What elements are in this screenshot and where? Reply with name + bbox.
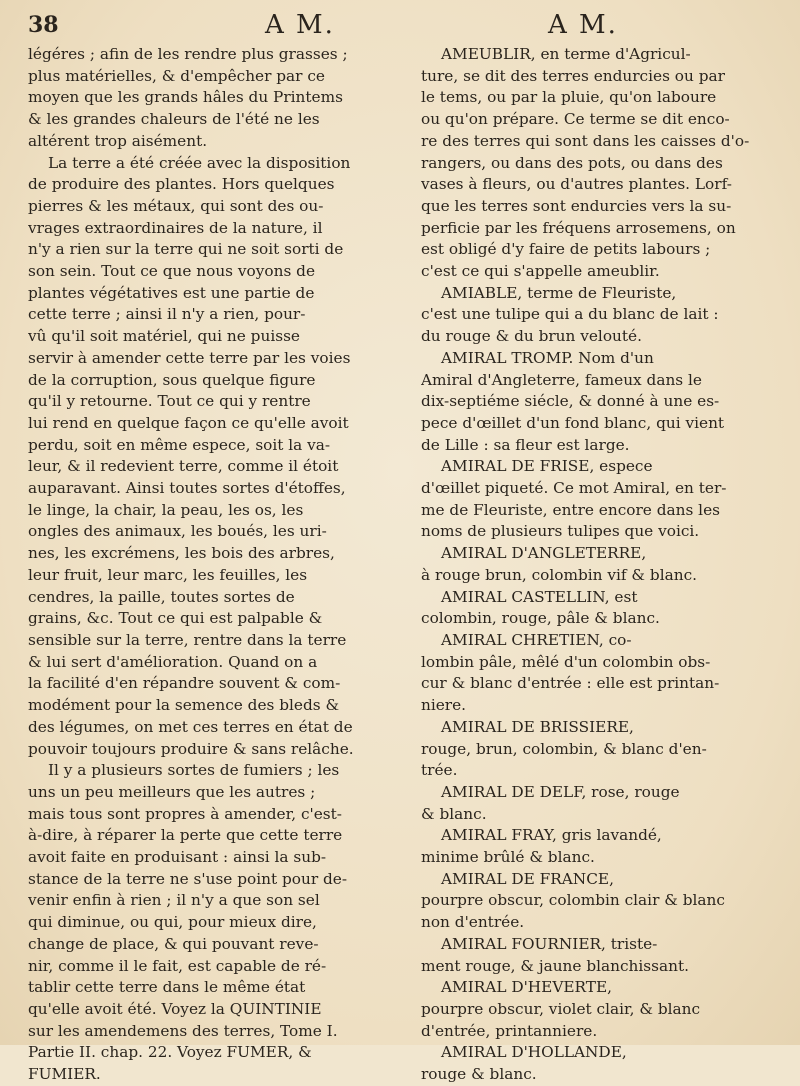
text-line: ment rouge, & jaune blanchissant. bbox=[421, 956, 689, 975]
text-line: AMIRAL FOURNIER, triste- bbox=[441, 934, 658, 953]
page-number: 38 bbox=[28, 12, 59, 38]
text-line: rangers, ou dans des pots, ou dans des bbox=[421, 153, 723, 172]
text-line: modément pour la semence des bleds & bbox=[28, 696, 340, 715]
text-line: AMIRAL D'ANGLETERRE, bbox=[441, 544, 647, 563]
text-line: à-dire, à réparer la perte que cette terre bbox=[28, 826, 343, 845]
text-line: Partie II. chap. 22. Voyez FUMER, & bbox=[28, 1043, 312, 1062]
text-line: moyen que les grands hâles du Printems bbox=[28, 88, 343, 107]
text-line: uns un peu meilleurs que les autres ; bbox=[28, 782, 316, 801]
right-column bbox=[421, 44, 776, 1086]
text-line: vrages extraordinaires de la nature, il bbox=[28, 218, 323, 237]
text-line: minime brûlé & blanc. bbox=[421, 848, 595, 867]
running-head-left: A M. bbox=[265, 10, 335, 40]
text-line: & les grandes chaleurs de l'été ne les bbox=[28, 110, 320, 129]
text-line: AMIABLE, terme de Fleuriste, bbox=[441, 283, 677, 302]
text-line: AMIRAL DE BRISSIERE, bbox=[441, 717, 634, 736]
text-line: vû qu'il soit matériel, qui ne puisse bbox=[28, 327, 300, 346]
text-line: AMIRAL DE FRANCE, bbox=[441, 869, 614, 888]
text-line: grains, &c. Tout ce qui est palpable & bbox=[28, 609, 323, 628]
text-line: qui diminue, ou qui, pour mieux dire, bbox=[28, 913, 317, 932]
running-head-right: A M. bbox=[548, 10, 618, 40]
text-line: cette terre ; ainsi il n'y a rien, pour- bbox=[28, 305, 306, 324]
text-line: AMIRAL DE DELF, rose, rouge bbox=[441, 782, 680, 801]
text-line: des légumes, on met ces terres en état de bbox=[28, 717, 353, 736]
text-line: AMIRAL FRAY, gris lavandé, bbox=[441, 826, 662, 845]
text-line: du rouge & du brun velouté. bbox=[421, 327, 642, 346]
text-line: nes, les excrémens, les bois des arbres, bbox=[28, 544, 335, 563]
text-line: plus matérielles, & d'empêcher par ce bbox=[28, 66, 325, 85]
text-line: pouvoir toujours produire & sans relâche. bbox=[28, 739, 354, 758]
text-line: la facilité d'en répandre souvent & com- bbox=[28, 674, 341, 693]
text-line: que les terres sont endurcies vers la su- bbox=[421, 196, 732, 215]
text-line: auparavant. Ainsi toutes sortes d'étoffes, bbox=[28, 479, 346, 498]
text-line: de la corruption, sous quelque figure bbox=[28, 370, 316, 389]
text-line: venir enfin à rien ; il n'y a que son sel bbox=[28, 891, 320, 910]
text-line: c'est ce qui s'appelle ameublir. bbox=[421, 262, 660, 281]
text-line: AMIRAL TROMP. Nom d'un bbox=[441, 348, 654, 367]
text-line: FUMIER. bbox=[28, 1065, 101, 1084]
text-line: pourpre obscur, colombin clair & blanc bbox=[421, 891, 725, 910]
text-line: leur, & il redevient terre, comme il étoit bbox=[28, 457, 339, 476]
text-line: le linge, la chair, la peau, les os, les bbox=[28, 500, 304, 519]
text-line: stance de la terre ne s'use point pour de- bbox=[28, 869, 348, 888]
text-line: AMIRAL D'HOLLANDE, bbox=[441, 1043, 627, 1062]
text-line: le tems, ou par la pluie, qu'on laboure bbox=[421, 88, 717, 107]
text-line: servir à amender cette terre par les voies bbox=[28, 348, 351, 367]
text-line: de Lille : sa fleur est large. bbox=[421, 435, 630, 454]
text-line: perdu, soit en même espece, soit la va- bbox=[28, 435, 331, 454]
text-line: La terre a été créée avec la disposition bbox=[48, 153, 351, 172]
text-line: son sein. Tout ce que nous voyons de bbox=[28, 262, 316, 281]
text-line: non d'entrée. bbox=[421, 913, 525, 932]
text-line: leur fruit, leur marc, les feuilles, les bbox=[28, 565, 308, 584]
text-line: de produire des plantes. Hors quelques bbox=[28, 175, 335, 194]
text-line: ture, se dit des terres endurcies ou par bbox=[421, 66, 725, 85]
left-column bbox=[28, 44, 383, 1086]
text-line: vases à fleurs, ou d'autres plantes. Lorf- bbox=[421, 175, 732, 194]
text-line: pierres & les métaux, qui sont des ou- bbox=[28, 196, 324, 215]
text-line: sensible sur la terre, rentre dans la terre bbox=[28, 630, 347, 649]
text-line: d'œillet piqueté. Ce mot Amiral, en ter- bbox=[421, 479, 727, 498]
text-line: lombin pâle, mêlé d'un colombin obs- bbox=[421, 652, 711, 671]
text-line: me de Fleuriste, entre encore dans les bbox=[421, 500, 720, 519]
text-line: noms de plusieurs tulipes que voici. bbox=[421, 522, 700, 541]
text-line: & blanc. bbox=[421, 804, 487, 823]
text-line: ou qu'on prépare. Ce terme se dit enco- bbox=[421, 110, 730, 129]
page-header bbox=[0, 8, 800, 42]
text-line: plantes végétatives est une partie de bbox=[28, 283, 315, 302]
text-line: avoit faite en produisant : ainsi la sub- bbox=[28, 848, 327, 867]
text-line: rouge, brun, colombin, & blanc d'en- bbox=[421, 739, 707, 758]
text-line: nir, comme il le fait, est capable de ré- bbox=[28, 956, 327, 975]
text-line: qu'il y retourne. Tout ce qui y rentre bbox=[28, 392, 311, 411]
text-line: AMIRAL CASTELLIN, est bbox=[441, 587, 638, 606]
text-line: rouge & blanc. bbox=[421, 1065, 537, 1084]
text-line: & lui sert d'amélioration. Quand on a bbox=[28, 652, 318, 671]
text-line: à rouge brun, colombin vif & blanc. bbox=[421, 565, 698, 584]
text-line: perficie par les fréquens arrosemens, on bbox=[421, 218, 736, 237]
text-line: cur & blanc d'entrée : elle est printan- bbox=[421, 674, 720, 693]
text-line: niere. bbox=[421, 696, 467, 715]
text-line: pece d'œillet d'un fond blanc, qui vient bbox=[421, 413, 725, 432]
text-line: n'y a rien sur la terre qui ne soit sorti de bbox=[28, 240, 344, 259]
text-line: AMEUBLIR, en terme d'Agricul- bbox=[441, 45, 691, 63]
text-line: AMIRAL D'HEVERTE, bbox=[441, 978, 613, 997]
text-line: AMIRAL CHRETIEN, co- bbox=[441, 630, 632, 649]
text-line: légéres ; afin de les rendre plus grasses ; bbox=[28, 45, 348, 63]
text-line: altérent trop aisément. bbox=[28, 131, 208, 150]
text-line: lui rend en quelque façon ce qu'elle avoit bbox=[28, 413, 349, 432]
text-line: Il y a plusieurs sortes de fumiers ; les bbox=[48, 761, 340, 780]
text-line: mais tous sont propres à amender, c'est- bbox=[28, 804, 342, 823]
text-line: ongles des animaux, les boués, les uri- bbox=[28, 522, 327, 541]
text-line: qu'elle avoit été. Voyez la QUINTINIE bbox=[28, 999, 322, 1018]
text-line: dix-septiéme siécle, & donné à une es- bbox=[421, 392, 720, 411]
text-line: cendres, la paille, toutes sortes de bbox=[28, 587, 295, 606]
text-line: AMIRAL DE FRISE, espece bbox=[441, 457, 653, 476]
text-line: sur les amendemens des terres, Tome I. bbox=[28, 1021, 338, 1040]
text-line: c'est une tulipe qui a du blanc de lait : bbox=[421, 305, 719, 324]
text-line: colombin, rouge, pâle & blanc. bbox=[421, 609, 660, 628]
text-line: change de place, & qui pouvant reve- bbox=[28, 934, 319, 953]
text-line: est obligé d'y faire de petits labours ; bbox=[421, 240, 711, 259]
text-line: Amiral d'Angleterre, fameux dans le bbox=[421, 370, 702, 389]
text-line: tablir cette terre dans le même état bbox=[28, 978, 306, 997]
text-line: pourpre obscur, violet clair, & blanc bbox=[421, 999, 701, 1018]
text-line: trée. bbox=[421, 761, 458, 780]
text-line: d'entrée, printanniere. bbox=[421, 1021, 598, 1040]
text-line: re des terres qui sont dans les caisses d'o- bbox=[421, 131, 750, 150]
